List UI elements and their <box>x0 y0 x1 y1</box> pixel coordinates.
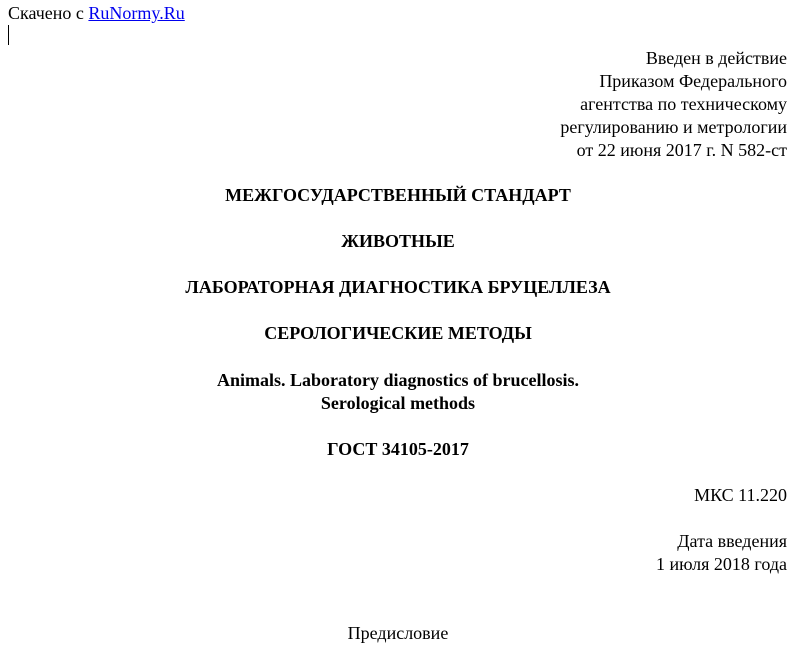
text-cursor <box>8 25 9 45</box>
approval-line: от 22 июня 2017 г. N 582-ст <box>576 140 787 160</box>
source-line <box>8 2 185 25</box>
runormy-link[interactable]: RuNormy.Ru <box>88 3 185 23</box>
effective-date-label: Дата введения <box>677 531 787 551</box>
english-title-line2: Serological methods <box>320 393 476 413</box>
mks-code: МКС 11.220 <box>694 485 787 505</box>
english-title-line1: Animals. Laboratory diagnostics of brucellosis. <box>216 370 579 390</box>
approval-block <box>560 47 787 162</box>
approval-line: агентства по техническому <box>580 94 787 114</box>
standard-code: ГОСТ 34105-2017 <box>327 439 469 459</box>
effective-date-value: 1 июля 2018 года <box>656 554 787 574</box>
source-prefix: Скачено с <box>8 3 89 23</box>
document-subtitle: СЕРОЛОГИЧЕСКИЕ МЕТОДЫ <box>264 323 532 343</box>
document-title: ЛАБОРАТОРНАЯ ДИАГНОСТИКА БРУЦЕЛЛЕЗА <box>185 277 611 297</box>
standard-type-heading: МЕЖГОСУДАРСТВЕННЫЙ СТАНДАРТ <box>225 185 571 205</box>
subject-heading: ЖИВОТНЫЕ <box>341 231 455 251</box>
approval-line: регулированию и метрологии <box>560 117 787 137</box>
preface-heading: Предисловие <box>347 623 449 643</box>
approval-line: Приказом Федерального <box>599 71 787 91</box>
approval-line: Введен в действие <box>645 48 787 68</box>
